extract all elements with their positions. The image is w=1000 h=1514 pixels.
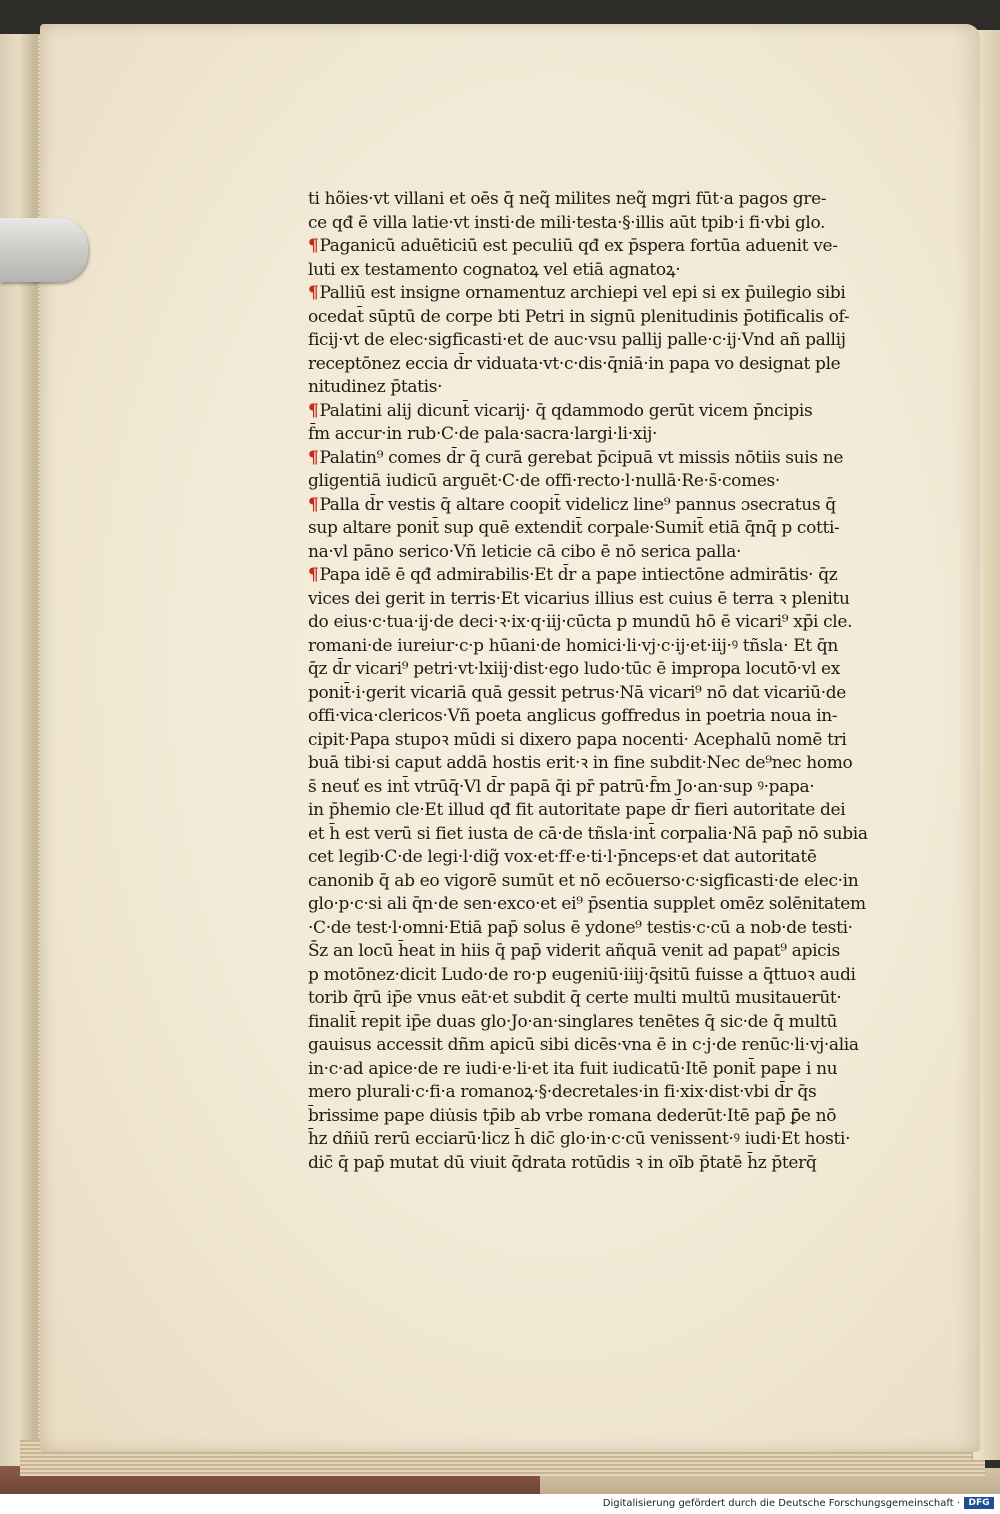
text-line-content: in·c·ad apice·de re iudi·e·li·et ita fuit iudicatū·Itē ponit̄ pape i nu — [308, 1058, 838, 1079]
paragraph-mark: ¶ — [308, 494, 319, 515]
text-line — [308, 494, 906, 518]
text-line-content: nitudinez p̄tatis· — [308, 377, 443, 397]
text-line — [308, 682, 906, 706]
text-line-content: p motōnez·dicit Ludo·de ro·p eugeniū·iiij·q̄sitū fuisse a q̄ttuoꝛ audi — [308, 964, 856, 985]
text-line-content: Palliū est insigne ornamentuz archiepi vel epi si ex p̄uilegio sibi — [319, 283, 846, 303]
text-line — [308, 188, 906, 212]
text-line-content: gauisus accessit dñm apicū sibi dicēs·vna ē in c·j·de renūc·li·vj·alia — [308, 1035, 859, 1055]
text-line — [308, 353, 906, 377]
text-line — [308, 1105, 906, 1129]
text-line — [308, 776, 906, 800]
text-line — [308, 635, 906, 659]
text-line — [308, 212, 906, 236]
text-line-content: gligentiā iudicū arguēt·C·de offi·recto·l·nullā·Re·s̄·comes· — [308, 471, 780, 491]
text-line — [308, 259, 906, 283]
paragraph-mark: ¶ — [308, 400, 319, 421]
text-line-content: b̄rissime pape diu̇sis tp̄ib ab vrbe romana dederūt·Itē pap̄ ꝑ̄e nō — [308, 1105, 837, 1126]
text-line — [308, 940, 906, 964]
text-line-content: Paganicū aduēticiū est peculiū qđ ex p̄spera fortūa aduenit ve- — [319, 236, 838, 256]
text-line — [308, 235, 906, 259]
text-line — [308, 588, 906, 612]
text-line — [308, 1034, 906, 1058]
page-clip — [0, 218, 88, 282]
paragraph-mark: ¶ — [308, 565, 319, 585]
text-line-content: ponit̄·i·gerit vicariā quā gessit petrus·Nā vicari⁹ nō dat vicariū·de — [308, 682, 847, 703]
funding-credit: Digitalisierung gefördert durch die Deutsche Forschungsgemeinschaft · — [602, 1498, 960, 1509]
text-line — [308, 752, 906, 776]
text-line — [308, 1128, 906, 1152]
text-line-content: ocedat̄ sūptū de corpe bti Petri in signū plenitudinis p̄otificalis of- — [308, 306, 850, 327]
text-line — [308, 1058, 906, 1082]
text-line — [308, 917, 906, 941]
text-line-content: mero plurali·c·fi·a romanoꝝ·§·decretales·in fi·xix·dist·vbi d̄r q̄s — [308, 1082, 817, 1102]
text-line-content: dic̄ q̄ pap̄ mutat dū viuit q̄drata rotūdis ꝛ in oīb p̄tatē h̄z p̄terq̄ — [308, 1152, 817, 1173]
text-line — [308, 400, 906, 424]
text-line — [308, 870, 906, 894]
text-line — [308, 893, 906, 917]
text-line-content: et h̄ est verū si fiet iusta de cā·de tñsla·int̄ corpalia·Nā pap̄ nō subia — [308, 823, 868, 844]
text-line — [308, 1011, 906, 1035]
paragraph-mark: ¶ — [308, 447, 319, 468]
text-line-content: sup altare ponit̄ sup quē extendit̄ corpale·Sumit̄ etiā q̄nq̄ p cotti- — [308, 518, 840, 538]
text-line — [308, 517, 906, 541]
text-line-content: cipit·Papa stupoꝛ mūdi si dixero papa nocenti· Acephalū nomē tri — [308, 729, 847, 750]
text-line-content: romani·de iureiur·c·p hūani·de homici·li·vj·c·ij·et·iij·ꝰ tñsla· Et q̄n — [308, 635, 838, 656]
text-line-content: f̄m accur·in rub·C·de pala·sacra·largi·li·xij· — [308, 424, 658, 444]
paragraph-mark: ¶ — [308, 283, 319, 303]
text-line-content: do eius·c·tua·ij·de deci·ꝛ·ix·q·iij·cūcta p mundū hō ē vicari⁹ xp̄i cle. — [308, 612, 853, 632]
text-line-content: Palla d̄r vestis q̄ altare coopit̄ videlicz line⁹ pannus ɔsecratus q̄ — [319, 494, 836, 515]
text-line — [308, 611, 906, 635]
text-line — [308, 447, 906, 471]
text-line — [308, 564, 906, 588]
text-column — [308, 188, 906, 1175]
text-line — [308, 823, 906, 847]
text-line-content: Papa idē ē qđ admirabilis·Et d̄r a pape intiectōne admirātis· q̄z — [319, 565, 838, 585]
text-line-content: ficij·vt de elec·sigficasti·et de auc·vsu pallij palle·c·ij·Vnd añ pallij — [308, 330, 846, 350]
text-line — [308, 729, 906, 753]
text-line-content: in p̄hemio cle·Et illud qđ fit autoritate pape d̄r fieri autoritate dei — [308, 800, 846, 820]
text-line — [308, 1081, 906, 1105]
footer-bar — [0, 1494, 1000, 1514]
text-line — [308, 799, 906, 823]
text-line — [308, 987, 906, 1011]
text-line-content: buā tibi·si caput addā hostis erit·ꝛ in fine subdit·Nec de⁹nec homo — [308, 753, 853, 773]
text-line-content: na·vl pāno serico·Vñ leticie cā cibo ē nō serica palla· — [308, 541, 742, 562]
text-line-content: canonib q̄ ab eo vigorē sumūt et nō ecōuerso·c·sigficasti·de elec·in — [308, 870, 859, 891]
text-line — [308, 658, 906, 682]
text-line-content: cet legib·C·de legi·l·dig̃ vox·et·ff·e·ti·l·p̄nceps·et dat autoritatē — [308, 847, 817, 867]
text-line — [308, 376, 906, 400]
text-line — [308, 705, 906, 729]
dfg-logo: DFG — [964, 1497, 994, 1509]
text-line — [308, 282, 906, 306]
text-line-content: h̄z dñiū rerū ecciarū·licz h̄ dic̄ glo·in·c·cū venissent·ꝰ iudi·Et hosti· — [308, 1129, 851, 1149]
text-line — [308, 470, 906, 494]
text-line-content: finalit̄ repit ip̄e duas glo·Jo·an·singlares tenētes q̄ sic·de q̄ multū — [308, 1011, 838, 1032]
text-line-content: offi·vica·clericos·Vñ poeta anglicus goffredus in poetria noua in- — [308, 706, 838, 726]
text-line — [308, 306, 906, 330]
text-line-content: s̄ neuť es int̄ vtrūq̄·Vl d̄r papā q̄i pr̄ patrū·f̄m Jo·an·sup ꝰ·papa· — [308, 776, 815, 797]
text-line-content: ·C·de test·l·omni·Etiā pap̄ solus ē ydone⁹ testis·c·cū a nob·de testi· — [308, 917, 853, 938]
text-line-content: torib q̄rū ip̄e vnus eāt·et subdit q̄ certe multi multū musitauerūt· — [308, 988, 842, 1008]
text-line-content: S̄z an locū h̄eat in hiis q̄ pap̄ viderit añquā venit ad papat⁹ apicis — [308, 941, 840, 961]
text-line-content: ti hõies·vt villani et oēs q̄ neq̃ milites neq̃ mgri fūt·a pagos gre- — [308, 189, 827, 209]
text-line-content: q̄z d̄r vicari⁹ petri·vt·lxiij·dist·ego ludo·tūc ē impropa locutō·vl ex — [308, 659, 841, 679]
text-line — [308, 1152, 906, 1176]
text-line-content: ce qđ ē villa latie·vt insti·de mili·testa·§·illis aūt tpib·i fi·vbi glo. — [308, 212, 826, 233]
text-line-content: vices dei gerit in terris·Et vicarius illius est cuius ē terra ꝛ plenitu — [308, 588, 850, 609]
text-line — [308, 329, 906, 353]
text-line-content: Palatini alij dicunt̄ vicarij· q̄ qdammodo gerūt vicem p̄ncipis — [319, 400, 813, 421]
paragraph-mark: ¶ — [308, 236, 319, 256]
text-line-content: luti ex testamento cognatoꝝ vel etiā agnatoꝝ· — [308, 259, 681, 280]
text-line — [308, 964, 906, 988]
text-line-content: Palatin⁹ comes d̄r q̄ curā gerebat p̄cipuā vt missis nōtiis suis ne — [319, 447, 844, 468]
text-line-content: receptōnez eccia d̄r viduata·vt·c·dis·q̄niā·in papa vo designat ple — [308, 353, 841, 374]
text-line — [308, 541, 906, 565]
text-line — [308, 423, 906, 447]
text-line-content: glo·p·c·si ali q̄n·de sen·exco·et ei⁹ p̄sentia supplet omēz solēnitatem — [308, 894, 866, 914]
text-line — [308, 846, 906, 870]
